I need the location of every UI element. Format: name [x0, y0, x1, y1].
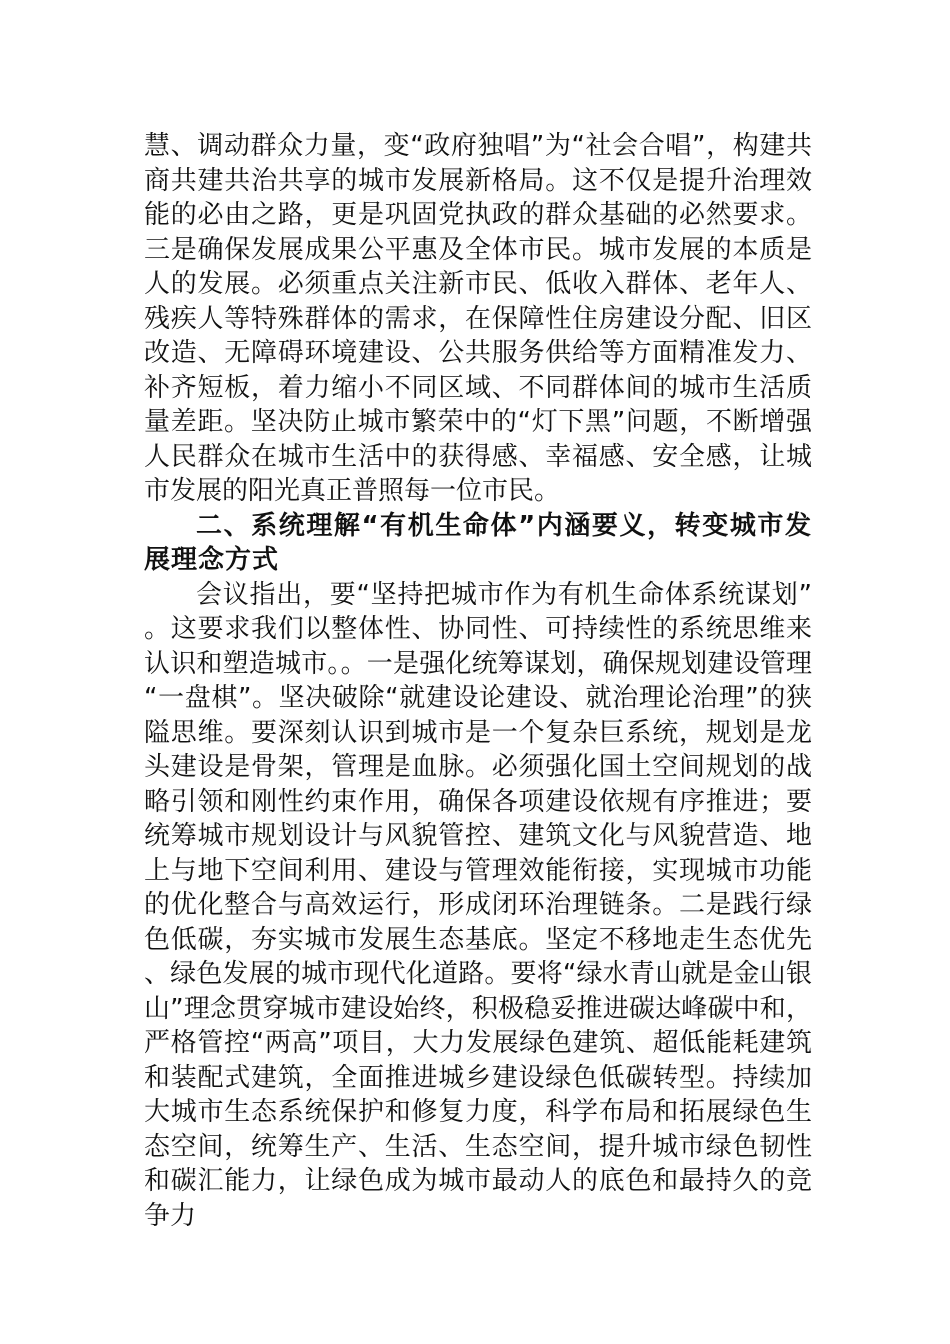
body-paragraph-3: 会议指出，要“坚持把城市作为有机生命体系统谋划”。这要求我们以整体性、协同性、可持续性的系统思维来认识和塑造城市。。一是强化统筹谋划，确保规划建设管理“一盘棋”。坚决破除“就建设论建设、就治理论治理”的狭隘思维。要深刻认识到城市是一个复杂巨系统，规划是龙头建设是骨架，管理是血脉。必须强化国土空间规划的战略引领和刚性约束作用，确保各项建设依规有序推进；要统筹城市规划设计与风貌管控、建筑文化与风貌营造、地上与地下空间利用、建设与管理效能衔接，实现城市功能的优化整合与高效运行，形成闭环治理链条。二是践行绿色低碳，夯实城市发展生态基底。坚定不移地走生态优先、绿色发展的城市现代化道路。要将“绿水青山就是金山银山”理念贯穿城市建设始终，积极稳妥推进碳达峰碳中和，严格管控“两高”项目，大力发展绿色建筑、超低能耗建筑和装配式建筑，全面推进城乡建设绿色低碳转型。持续加大城市生态系统保护和修复力度，科学布局和拓展绿色生态空间，统筹生产、生活、生态空间，提升城市绿色韧性和碳汇能力，让绿色成为城市最动人的底色和最持久的竞争力 [144, 579, 812, 1231]
section-heading-2: 二、系统理解“有机生命体”内涵要义，转变城市发展理念方式 [144, 510, 812, 575]
body-paragraph-1: 慧、调动群众力量，变“政府独唱”为“社会合唱”，构建共商共建共治共享的城市发展新格局。这不仅是提升治理效能的必由之路，更是巩固党执政的群众基础的必然要求。三是确保发展成果公平惠及全体市民。城市发展的本质是人的发展。必须重点关注新市民、低收入群体、老年人、残疾人等特殊群体的需求，在保障性住房建设分配、旧区改造、无障碍环境建设、公共服务供给等方面精准发力、补齐短板，着力缩小不同区域、不同群体间的城市生活质量差距。坚决防止城市繁荣中的“灯下黑”问题，不断增强人民群众在城市生活中的获得感、幸福感、安全感，让城市发展的阳光真正普照每一位市民。 [144, 131, 812, 506]
document-body [144, 129, 812, 1233]
